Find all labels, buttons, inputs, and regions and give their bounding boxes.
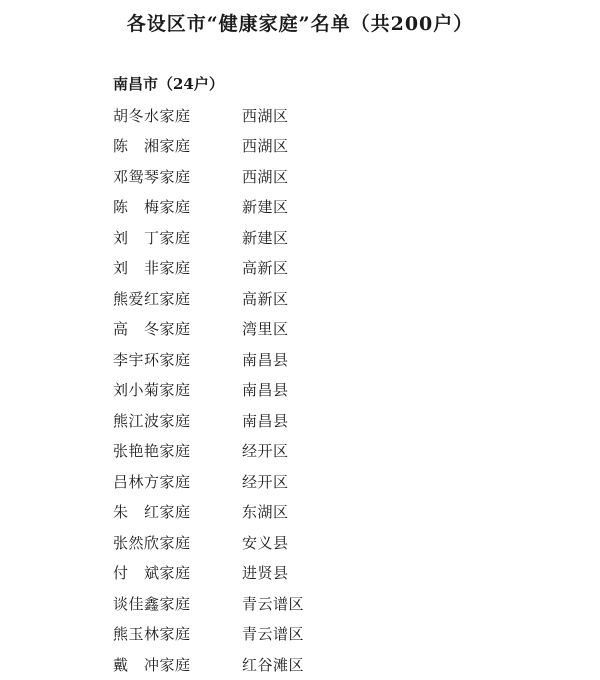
district-name: 高新区	[242, 289, 289, 308]
district-name: 南昌县	[242, 381, 289, 400]
list-item	[113, 314, 533, 345]
district-name: 西湖区	[242, 137, 289, 156]
family-name: 朱 红家庭	[113, 503, 191, 522]
district-name: 高新区	[242, 259, 289, 278]
list-item	[113, 100, 533, 131]
district-name: 青云谱区	[242, 625, 305, 644]
family-name: 张然欣家庭	[113, 533, 191, 552]
family-name: 刘 非家庭	[113, 259, 191, 278]
list-item	[113, 131, 533, 162]
family-name: 付 斌家庭	[113, 564, 191, 583]
family-name: 刘 丁家庭	[113, 228, 191, 247]
district-name: 新建区	[242, 228, 289, 247]
family-name: 熊江波家庭	[113, 411, 191, 430]
list-item	[113, 619, 533, 650]
family-name: 李宇环家庭	[113, 350, 191, 369]
district-name: 新建区	[242, 198, 289, 217]
list-item	[113, 436, 533, 467]
district-name: 南昌县	[242, 411, 289, 430]
list-item	[113, 588, 533, 619]
district-name: 西湖区	[242, 106, 289, 125]
list-item	[113, 527, 533, 558]
district-name: 安义县	[242, 533, 289, 552]
district-name: 经开区	[242, 472, 289, 491]
list-item	[113, 649, 533, 680]
family-name: 戴 冲家庭	[113, 655, 191, 674]
list-item	[113, 466, 533, 497]
district-name: 经开区	[242, 442, 289, 461]
list-item	[113, 558, 533, 589]
list-item	[113, 161, 533, 192]
family-name: 刘小菊家庭	[113, 381, 191, 400]
district-name: 南昌县	[242, 350, 289, 369]
family-name: 吕林方家庭	[113, 472, 191, 491]
district-name: 东湖区	[242, 503, 289, 522]
list-item	[113, 497, 533, 528]
district-name: 进贤县	[242, 564, 289, 583]
document-title: 各设区市“健康家庭”名单（共200户）	[126, 13, 474, 35]
list-item	[113, 283, 533, 314]
list-item	[113, 405, 533, 436]
family-name: 陈 梅家庭	[113, 198, 191, 217]
family-name: 胡冬水家庭	[113, 106, 191, 125]
district-name: 西湖区	[242, 167, 289, 186]
family-name: 张艳艳家庭	[113, 442, 191, 461]
list-item	[113, 375, 533, 406]
family-name: 邓鸳琴家庭	[113, 167, 191, 186]
family-name: 陈 湘家庭	[113, 137, 191, 156]
family-name: 熊爱红家庭	[113, 289, 191, 308]
list-item	[113, 344, 533, 375]
district-name: 青云谱区	[242, 594, 305, 613]
family-name: 熊玉林家庭	[113, 625, 191, 644]
family-name: 高 冬家庭	[113, 320, 191, 339]
list-item	[113, 192, 533, 223]
section-header: 南昌市（24户）	[113, 75, 224, 93]
list-item	[113, 222, 533, 253]
district-name: 红谷滩区	[242, 655, 305, 674]
list-item	[113, 253, 533, 284]
family-list	[113, 100, 533, 680]
district-name: 湾里区	[242, 320, 289, 339]
family-name: 谈佳鑫家庭	[113, 594, 191, 613]
